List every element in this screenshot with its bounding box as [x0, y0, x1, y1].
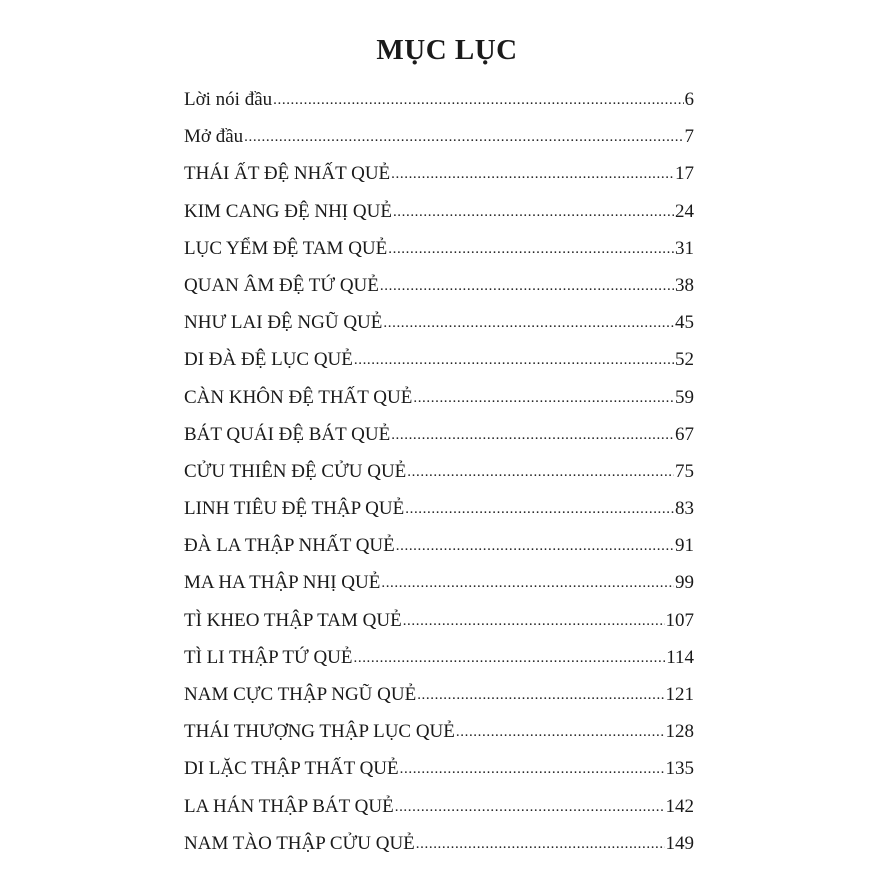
- dot-leader: [354, 342, 674, 379]
- toc-entry-page: 59: [675, 386, 694, 408]
- toc-entry: [184, 750, 694, 787]
- toc-entry-page: 121: [665, 684, 694, 705]
- toc-entry-page: 7: [684, 126, 694, 148]
- dot-leader: [417, 677, 664, 714]
- dot-leader: [396, 528, 674, 565]
- toc-entry-title: TÌ LI THẬP TỨ QUẺ: [184, 646, 353, 668]
- toc-entry: [184, 639, 694, 676]
- dot-leader: [413, 380, 674, 417]
- toc-entry-page: 91: [675, 535, 694, 557]
- toc-entry-page: 75: [675, 460, 694, 482]
- dot-leader: [354, 640, 666, 677]
- toc-entry-title: LA HÁN THẬP BÁT QUẺ: [184, 795, 394, 817]
- toc-entry-title: LINH TIÊU ĐỆ THẬP QUẺ: [184, 498, 405, 520]
- toc-entry-title: KIM CANG ĐỆ NHỊ QUẺ: [184, 200, 392, 222]
- toc-entry: [184, 676, 694, 713]
- toc-entry: [184, 416, 694, 453]
- toc-entry: [184, 788, 694, 825]
- dot-leader: [388, 231, 674, 268]
- toc-entry-title: LỤC YỂM ĐỆ TAM QUẺ: [184, 237, 388, 259]
- toc-entry-title: NAM CỰC THẬP NGŨ QUẺ: [184, 684, 417, 705]
- dot-leader: [395, 789, 665, 826]
- toc-entry: [184, 341, 694, 378]
- toc-entry: [184, 230, 694, 267]
- toc-entry: [184, 155, 694, 192]
- toc-entry: [184, 713, 694, 750]
- dot-leader: [405, 491, 674, 528]
- dot-leader: [381, 565, 674, 602]
- toc-entry-title: DI LẶC THẬP THẤT QUẺ: [184, 758, 399, 780]
- toc-entry-title: MA HA THẬP NHỊ QUẺ: [184, 572, 381, 594]
- toc-entry-page: 83: [675, 498, 694, 520]
- toc-entry-page: 149: [665, 832, 694, 854]
- toc-entry-title: THÁI ẤT ĐỆ NHẤT QUẺ: [184, 163, 391, 185]
- toc-entry-title: DI ĐÀ ĐỆ LỤC QUẺ: [184, 349, 353, 371]
- page-title: MỤC LỤC: [376, 34, 518, 66]
- dot-leader: [403, 603, 665, 640]
- toc-entry-title: TÌ KHEO THẬP TAM QUẺ: [184, 609, 402, 631]
- toc-entry-page: 38: [675, 274, 694, 296]
- toc-entry: [184, 379, 694, 416]
- toc-entry: [184, 304, 694, 341]
- toc-entry-title: ĐÀ LA THẬP NHẤT QUẺ: [184, 535, 395, 557]
- toc-entry-page: 99: [675, 572, 694, 594]
- dot-leader: [456, 714, 665, 751]
- dot-leader: [400, 751, 665, 788]
- table-of-contents: [184, 81, 694, 862]
- toc-entry-page: 45: [675, 312, 694, 334]
- dot-leader: [380, 268, 674, 305]
- toc-entry-page: 24: [675, 200, 694, 222]
- toc-entry-page: 135: [665, 758, 694, 780]
- toc-entry-page: 17: [675, 163, 694, 185]
- toc-entry-page: 107: [665, 609, 694, 631]
- toc-entry-page: 128: [665, 721, 694, 743]
- dot-leader: [416, 826, 665, 863]
- toc-entry-page: 6: [684, 89, 694, 110]
- toc-entry-title: Mở đầu: [184, 126, 244, 148]
- toc-entry: [184, 602, 694, 639]
- toc-entry-title: NHƯ LAI ĐỆ NGŨ QUẺ: [184, 312, 383, 334]
- toc-entry: [184, 81, 694, 118]
- dot-leader: [244, 119, 683, 156]
- toc-entry: [184, 193, 694, 230]
- toc-entry-page: 52: [675, 349, 694, 371]
- toc-entry-title: CÀN KHÔN ĐỆ THẤT QUẺ: [184, 386, 413, 408]
- dot-leader: [273, 82, 683, 119]
- dot-leader: [407, 454, 674, 491]
- toc-entry-title: Lời nói đầu: [184, 89, 273, 110]
- toc-entry: [184, 453, 694, 490]
- dot-leader: [391, 417, 674, 454]
- dot-leader: [393, 194, 674, 231]
- toc-entry-page: 114: [666, 646, 694, 668]
- toc-entry-page: 31: [675, 237, 694, 259]
- toc-entry: [184, 527, 694, 564]
- toc-entry-title: BÁT QUÁI ĐỆ BÁT QUẺ: [184, 423, 391, 445]
- dot-leader: [391, 156, 674, 193]
- toc-entry: [184, 490, 694, 527]
- toc-entry: [184, 825, 694, 862]
- toc-entry-title: NAM TÀO THẬP CỬU QUẺ: [184, 832, 415, 854]
- toc-entry: [184, 564, 694, 601]
- toc-entry-title: CỬU THIÊN ĐỆ CỬU QUẺ: [184, 460, 407, 482]
- toc-entry: [184, 267, 694, 304]
- toc-entry-title: THÁI THƯỢNG THẬP LỤC QUẺ: [184, 721, 455, 743]
- toc-entry-page: 67: [675, 423, 694, 445]
- toc-entry: [184, 118, 694, 155]
- dot-leader: [383, 305, 674, 342]
- toc-entry-page: 142: [665, 795, 694, 817]
- toc-entry-title: QUAN ÂM ĐỆ TỨ QUẺ: [184, 274, 379, 296]
